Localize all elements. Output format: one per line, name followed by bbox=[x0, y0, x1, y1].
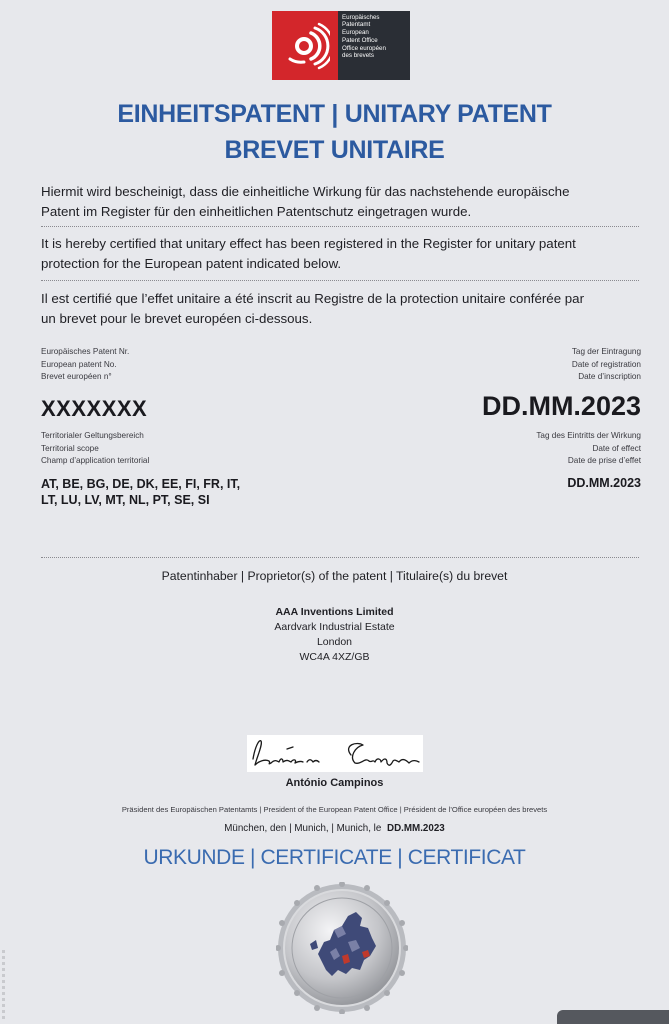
certification-de-line: Patent im Register für den einheitlichen Patentschutz eingetragen wurde. bbox=[41, 204, 472, 219]
registration-date-labels bbox=[572, 346, 641, 384]
document-title-line-2: BREVET UNITAIRE bbox=[224, 136, 445, 164]
proprietor-address-line: London bbox=[316, 636, 353, 648]
territorial-scope-labels bbox=[41, 430, 149, 468]
signatory-name: António Campinos bbox=[285, 777, 384, 789]
label-en: Territorial scope bbox=[41, 443, 99, 453]
registration-date-value: DD.MM.2023 bbox=[481, 391, 641, 421]
margin-mark bbox=[2, 950, 5, 1020]
patent-number-labels bbox=[41, 346, 129, 384]
label-de: Territorialer Geltungsbereich bbox=[41, 431, 144, 440]
certification-de bbox=[41, 182, 641, 222]
certification-fr-line: un brevet pour le brevet européen ci-dessous. bbox=[41, 311, 313, 326]
dotted-divider bbox=[41, 226, 639, 227]
proprietor-block bbox=[0, 605, 669, 665]
epo-logo-icon bbox=[272, 11, 338, 80]
document-title-line-1: EINHEITSPATENT | UNITARY PATENT bbox=[117, 100, 552, 128]
eu-map-seal-icon bbox=[276, 882, 408, 1014]
effect-date-value: DD.MM.2023 bbox=[567, 476, 641, 490]
certification-en bbox=[41, 234, 641, 274]
patent-number-value: XXXXXXX bbox=[41, 396, 148, 421]
certification-en-line: It is hereby certified that unitary effect has been registered in the Register for unitary patent bbox=[41, 236, 576, 251]
signature-image bbox=[247, 735, 423, 772]
logo-line: Office européen bbox=[342, 44, 386, 52]
certification-fr-line: Il est certifié que l’effet unitaire a été inscrit au Registre de la protection unitaire conférée par bbox=[41, 291, 585, 306]
effect-date-labels bbox=[536, 430, 641, 468]
label-en: European patent No. bbox=[41, 359, 117, 369]
territorial-scope-line: LT, LU, LV, MT, NL, PT, SE, SI bbox=[41, 493, 210, 507]
label-de: Europäisches Patent Nr. bbox=[41, 347, 130, 356]
logo-line: Patent Office bbox=[342, 36, 378, 44]
signatory-role: Präsident des Europäischen Patentamts | President of the European Patent Office | Président de l’Office européen des brevets bbox=[121, 805, 548, 814]
dotted-divider bbox=[41, 280, 639, 281]
proprietor-address-line: Aardvark Industrial Estate bbox=[274, 621, 395, 633]
label-en: Date of effect bbox=[592, 443, 641, 453]
place-date: DD.MM.2023 bbox=[387, 823, 445, 834]
label-fr: Date de prise d’effet bbox=[567, 456, 641, 465]
certification-en-line: protection for the European patent indicated below. bbox=[41, 256, 342, 271]
label-de: Tag der Eintragung bbox=[571, 347, 641, 356]
corner-overlay bbox=[557, 1010, 669, 1024]
proprietor-heading: Patentinhaber | Proprietor(s) of the patent | Titulaire(s) du brevet bbox=[161, 569, 508, 583]
logo-line: European bbox=[342, 29, 369, 37]
epo-logo-text bbox=[338, 11, 410, 80]
dotted-divider bbox=[41, 557, 639, 558]
logo-line: Europäisches bbox=[342, 14, 380, 21]
logo-line: Patentamt bbox=[342, 21, 371, 29]
label-fr: Brevet européen n° bbox=[41, 372, 112, 381]
certification-fr bbox=[41, 289, 641, 329]
certification-de-line: Hiermit wird bescheinigt, dass die einheitliche Wirkung für das nachstehende europäische bbox=[41, 184, 570, 199]
certificate-label: URKUNDE | CERTIFICATE | CERTIFICAT bbox=[143, 846, 526, 869]
epo-logo bbox=[272, 11, 410, 80]
logo-line: des brevets bbox=[342, 52, 374, 60]
territorial-scope-value bbox=[41, 476, 240, 508]
label-en: Date of registration bbox=[571, 359, 641, 369]
proprietor-name: AAA Inventions Limited bbox=[275, 606, 394, 618]
territorial-scope-line: AT, BE, BG, DE, DK, EE, FI, FR, IT, bbox=[41, 477, 241, 491]
label-de: Tag des Eintritts der Wirkung bbox=[536, 431, 641, 440]
proprietor-address-line: WC4A 4XZ/GB bbox=[299, 651, 370, 663]
place-date-line bbox=[0, 823, 669, 834]
label-fr: Date d’inscription bbox=[578, 372, 641, 381]
label-fr: Champ d’application territorial bbox=[41, 456, 150, 465]
place-prefix: München, den | Munich, | Munich, le bbox=[224, 823, 382, 834]
